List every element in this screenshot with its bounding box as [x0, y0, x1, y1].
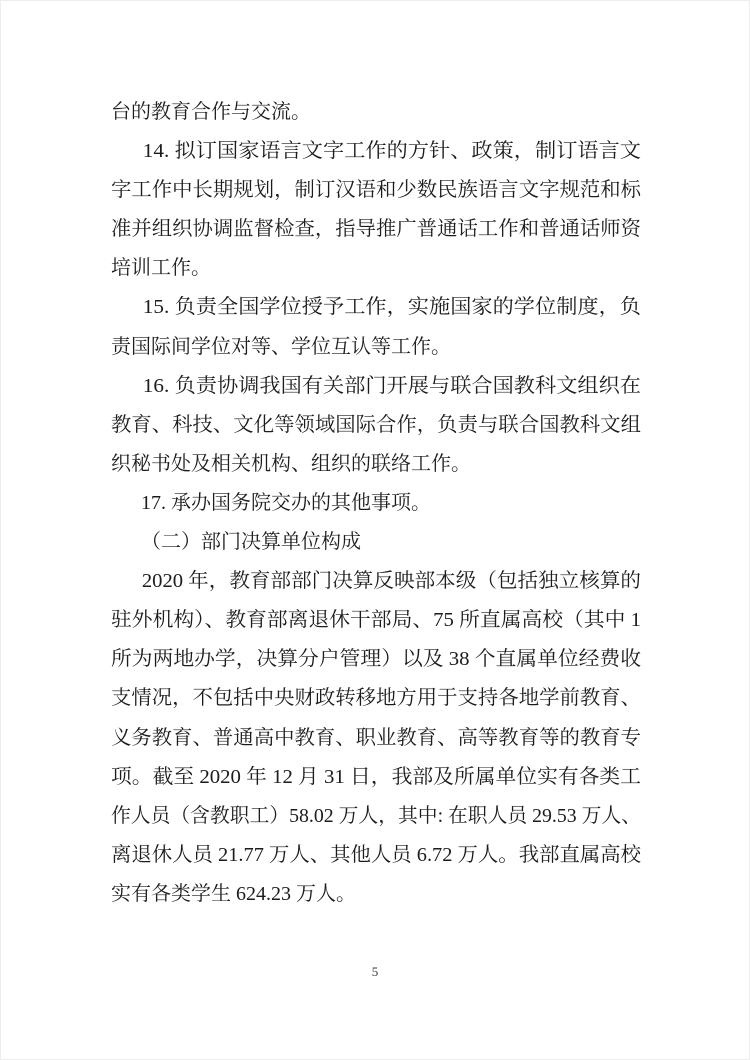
- text-line: 织秘书处及相关机构、组织的联络工作。: [111, 452, 471, 475]
- text-line: 义务教育、普通高中教育、职业教育、高等教育等的教育专: [111, 726, 641, 749]
- text-line: 准并组织协调监督检查，指导推广普通话工作和普通话师资: [111, 218, 641, 241]
- document-body: [111, 93, 641, 914]
- text-line: 驻外机构）、教育部离退休干部局、75 所直属高校（其中 1: [111, 609, 641, 632]
- text-line: 2020 年，教育部部门决算反映部本级（包括独立核算的: [141, 570, 641, 593]
- text-line: 16. 负责协调我国有关部门开展与联合国教科文组织在: [142, 374, 642, 397]
- text-line: 14. 拟订国家语言文字工作的方针、政策，制订语言文: [142, 140, 642, 163]
- text-line: 所为两地办学，决算分户管理）以及 38 个直属单位经费收: [111, 648, 641, 671]
- text-line: 17. 承办国务院交办的其他事项。: [141, 491, 431, 514]
- text-line: 项。截至 2020 年 12 月 31 日，我部及所属单位实有各类工: [111, 765, 641, 788]
- text-line: 实有各类学生 624.23 万人。: [111, 882, 356, 905]
- page-footer: [1, 963, 749, 981]
- text-line: 15. 负责全国学位授予工作，实施国家的学位制度，负: [142, 296, 642, 319]
- page-number: 5: [371, 964, 379, 979]
- text-line: 教育、科技、文化等领域国际合作，负责与联合国教科文组: [111, 413, 641, 436]
- section-heading: （二）部门决算单位构成: [141, 531, 361, 554]
- text-line: 台的教育合作与交流。: [111, 101, 311, 123]
- text-line: 培训工作。: [111, 257, 211, 280]
- text-line: 支情况，不包括中央财政转移地方用于支持各地学前教育、: [111, 687, 641, 710]
- text-line: 责国际间学位对等、学位互认等工作。: [111, 335, 451, 358]
- text-line: 作人员（含教职工）58.02 万人，其中: 在职人员 29.53 万人、: [111, 804, 641, 827]
- text-line: 离退休人员 21.77 万人、其他人员 6.72 万人。我部直属高校: [111, 843, 641, 866]
- text-line: 字工作中长期规划，制订汉语和少数民族语言文字规范和标: [111, 179, 641, 202]
